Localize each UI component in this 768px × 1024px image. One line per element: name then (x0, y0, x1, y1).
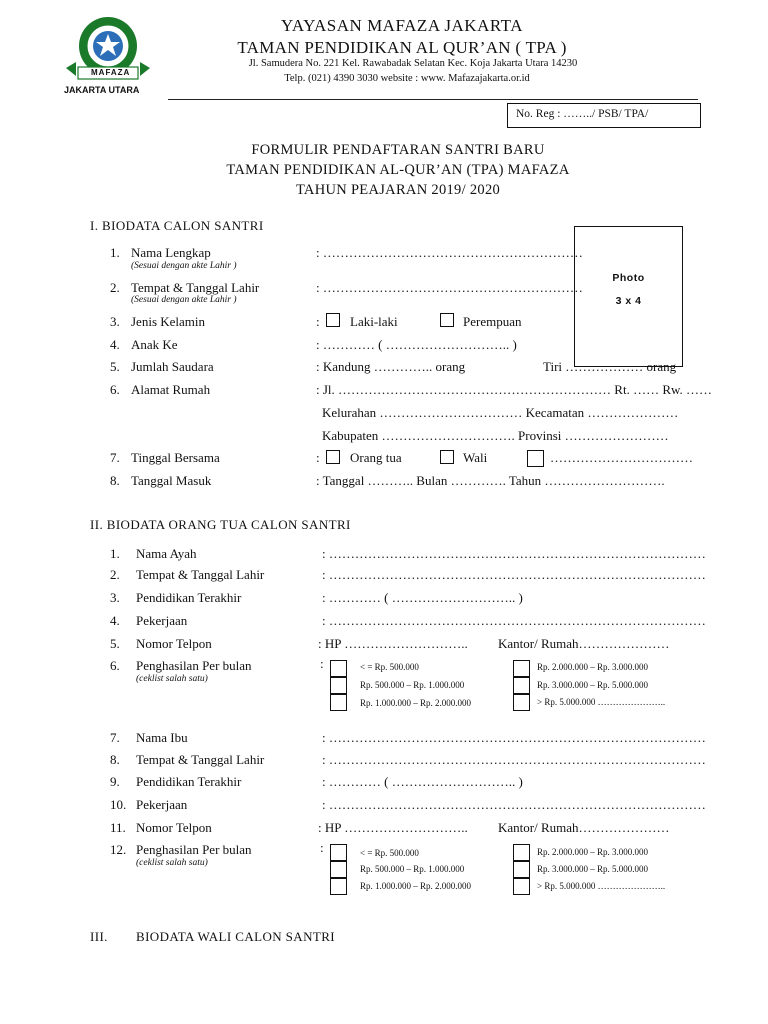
field-label-pendidikan-ibu: Pendidikan Terakhir (136, 774, 242, 789)
income-option-e: Rp. 3.000.000 – Rp. 5.000.000 (537, 680, 649, 690)
anak-ke-field[interactable]: : ………… ( ……………………….. ) (316, 337, 517, 352)
colon: : (320, 840, 324, 855)
field-label-tinggal-bersama: Tinggal Bersama (131, 450, 220, 465)
income-option-d: Rp. 2.000.000 – Rp. 3.000.000 (537, 847, 649, 857)
field-note: (ceklist salah satu) (136, 858, 208, 868)
income-option-d: Rp. 2.000.000 – Rp. 3.000.000 (537, 662, 649, 672)
checkbox-income-b-ibu[interactable] (330, 861, 347, 878)
org-name: YAYASAN MAFAZA JAKARTA (281, 16, 523, 35)
logo-text-top: TAMAN PENDIDIKAN AL QUR'AN (74, 10, 169, 16)
item-number: 1. (110, 546, 120, 561)
checkbox-income-d-ayah[interactable] (513, 660, 530, 677)
reg-number-box[interactable]: No. Reg : ……../ PSB/ TPA/ (507, 103, 701, 128)
income-option-b: Rp. 500.000 – Rp. 1.000.000 (360, 864, 465, 874)
form-title-line2: TAMAN PENDIDIKAN AL-QUR’AN (TPA) MAFAZA (226, 162, 570, 178)
option-orang-tua: Orang tua (350, 450, 402, 465)
field-label-nama-ibu: Nama Ibu (136, 730, 188, 745)
pendidikan-ibu-field[interactable]: : ………… ( ……………………….. ) (322, 774, 523, 789)
checkbox-income-b-ayah[interactable] (330, 677, 347, 694)
kantor-ibu-field[interactable]: Kantor/ Rumah………………… (498, 820, 670, 835)
section3-title: BIODATA WALI CALON SANTRI (136, 929, 336, 944)
field-note: (Sesuai dengan akte Lahir ) (131, 295, 237, 305)
pendidikan-ayah-field[interactable]: : ………… ( ……………………….. ) (322, 590, 523, 605)
income-option-b: Rp. 500.000 – Rp. 1.000.000 (360, 680, 465, 690)
item-number: 4. (110, 337, 120, 352)
checkbox-laki-laki[interactable] (326, 313, 340, 327)
item-number: 9. (110, 774, 120, 789)
item-number: 11. (110, 820, 126, 835)
field-note: (ceklist salah satu) (136, 674, 208, 684)
checkbox-lainnya[interactable] (527, 450, 544, 467)
ttl-ibu-field[interactable]: : …………………………………………………………………………… (322, 752, 706, 767)
checkbox-perempuan[interactable] (440, 313, 454, 327)
item-number: 4. (110, 613, 120, 628)
hp-ibu-field[interactable]: : HP ……………………….. (318, 820, 468, 835)
alamat-jalan-field[interactable]: : Jl. ……………………………………………………… Rt. …… Rw. …… (316, 382, 713, 397)
alamat-kelurahan-field[interactable]: Kelurahan …………………………… Kecamatan ………………… (322, 405, 679, 420)
photo-size: 3 x 4 (615, 295, 642, 307)
photo-box[interactable] (574, 226, 683, 367)
header-divider (168, 99, 698, 100)
checkbox-income-c-ibu[interactable] (330, 878, 347, 895)
item-number: 8. (110, 473, 120, 488)
section1-title: I. BIODATA CALON SANTRI (90, 218, 264, 233)
ttl-field[interactable]: : …………………………………………………… (316, 280, 583, 295)
field-label-ttl-ibu: Tempat & Tanggal Lahir (136, 752, 265, 767)
checkbox-wali[interactable] (440, 450, 454, 464)
item-number: 5. (110, 636, 120, 651)
field-label-jumlah-saudara: Jumlah Saudara (131, 359, 214, 374)
contact: Telp. (021) 4390 3030 website : www. Mafazajakarta.or.id (284, 73, 530, 84)
item-number: 2. (110, 567, 120, 582)
income-option-f: > Rp. 5.000.000 ………………….. (537, 697, 666, 707)
item-number: 3. (110, 314, 120, 329)
saudara-tiri-field[interactable]: Tiri ……………… orang (543, 359, 677, 374)
checkbox-income-a-ibu[interactable] (330, 844, 347, 861)
logo-text-middle: MAFAZA (91, 68, 131, 77)
item-number: 10. (110, 797, 127, 812)
school-name: TAMAN PENDIDIKAN AL QUR’AN ( TPA ) (237, 38, 567, 57)
income-option-c: Rp. 1.000.000 – Rp. 2.000.000 (360, 698, 472, 708)
checkbox-income-a-ayah[interactable] (330, 660, 347, 677)
checkbox-income-c-ayah[interactable] (330, 694, 347, 711)
section3-number: III. (90, 929, 108, 944)
item-number: 7. (110, 450, 120, 465)
alamat-kabupaten-field[interactable]: Kabupaten …………………………. Provinsi …………………… (322, 428, 669, 443)
nama-ayah-field[interactable]: : …………………………………………………………………………… (322, 546, 706, 561)
item-number: 2. (110, 280, 120, 295)
field-label-pekerjaan-ibu: Pekerjaan (136, 797, 188, 812)
item-number: 3. (110, 590, 120, 605)
form-title-line3: TAHUN PEAJARAN 2019/ 2020 (295, 182, 501, 198)
income-option-a: < = Rp. 500.000 (360, 662, 419, 672)
field-note: (Sesuai dengan akte Lahir ) (131, 261, 237, 271)
checkbox-income-f-ayah[interactable] (513, 694, 530, 711)
field-label-jenis-kelamin: Jenis Kelamin (131, 314, 206, 329)
field-label-anak-ke: Anak Ke (131, 337, 178, 352)
checkbox-income-f-ibu[interactable] (513, 878, 530, 895)
field-label-telpon-ayah: Nomor Telpon (136, 636, 212, 651)
form-title-line1: FORMULIR PENDAFTARAN SANTRI BARU (251, 142, 545, 158)
field-label-ttl-ayah: Tempat & Tanggal Lahir (136, 567, 265, 582)
colon: : (316, 314, 320, 329)
income-option-a: < = Rp. 500.000 (360, 848, 419, 858)
income-option-e: Rp. 3.000.000 – Rp. 5.000.000 (537, 864, 649, 874)
field-label-ttl: Tempat & Tanggal Lahir (131, 280, 260, 295)
logo-text-bottom: JAKARTA UTARA (64, 85, 140, 95)
ttl-ayah-field[interactable]: : …………………………………………………………………………… (322, 567, 706, 582)
colon: : (320, 656, 324, 671)
checkbox-income-e-ibu[interactable] (513, 861, 530, 878)
nama-ibu-field[interactable]: : …………………………………………………………………………… (322, 730, 706, 745)
field-label-alamat: Alamat Rumah (131, 382, 211, 397)
colon: : (316, 450, 320, 465)
pekerjaan-ayah-field[interactable]: : …………………………………………………………………………… (322, 613, 706, 628)
tanggal-masuk-field[interactable]: : Tanggal ……….. Bulan …………. Tahun ………………………. (316, 473, 665, 488)
nama-lengkap-field[interactable]: : …………………………………………………… (316, 245, 583, 260)
checkbox-orang-tua[interactable] (326, 450, 340, 464)
item-number: 1. (110, 245, 120, 260)
item-number: 12. (110, 842, 127, 857)
field-label-telpon-ibu: Nomor Telpon (136, 820, 212, 835)
item-number: 8. (110, 752, 120, 767)
item-number: 7. (110, 730, 120, 745)
field-label-penghasilan-ibu: Penghasilan Per bulan (136, 842, 252, 857)
option-perempuan: Perempuan (463, 314, 522, 329)
checkbox-income-d-ibu[interactable] (513, 844, 530, 861)
option-wali: Wali (463, 450, 488, 465)
section2-title: II. BIODATA ORANG TUA CALON SANTRI (90, 517, 351, 532)
saudara-kandung-field[interactable]: : Kandung ………….. orang (316, 359, 466, 374)
field-label-nama-ayah: Nama Ayah (136, 546, 197, 561)
income-option-f: > Rp. 5.000.000 ………………….. (537, 881, 666, 891)
photo-label: Photo (612, 272, 645, 284)
item-number: 6. (110, 658, 120, 673)
field-label-nama-lengkap: Nama Lengkap (131, 245, 211, 260)
item-number: 5. (110, 359, 120, 374)
field-label-pekerjaan-ayah: Pekerjaan (136, 613, 188, 628)
address: Jl. Samudera No. 221 Kel. Rawabadak Selatan Kec. Koja Jakarta Utara 14230 (248, 58, 578, 69)
item-number: 6. (110, 382, 120, 397)
pekerjaan-ibu-field[interactable]: : …………………………………………………………………………… (322, 797, 706, 812)
field-label-tanggal-masuk: Tanggal Masuk (131, 473, 212, 488)
field-label-penghasilan-ayah: Penghasilan Per bulan (136, 658, 252, 673)
kantor-ayah-field[interactable]: Kantor/ Rumah………………… (498, 636, 670, 651)
checkbox-income-e-ayah[interactable] (513, 677, 530, 694)
hp-ayah-field[interactable]: : HP ……………………….. (318, 636, 468, 651)
income-option-c: Rp. 1.000.000 – Rp. 2.000.000 (360, 881, 472, 891)
tinggal-lainnya-field[interactable]: …………………………… (550, 450, 693, 465)
field-label-pendidikan-ayah: Pendidikan Terakhir (136, 590, 242, 605)
option-laki-laki: Laki-laki (350, 314, 398, 329)
